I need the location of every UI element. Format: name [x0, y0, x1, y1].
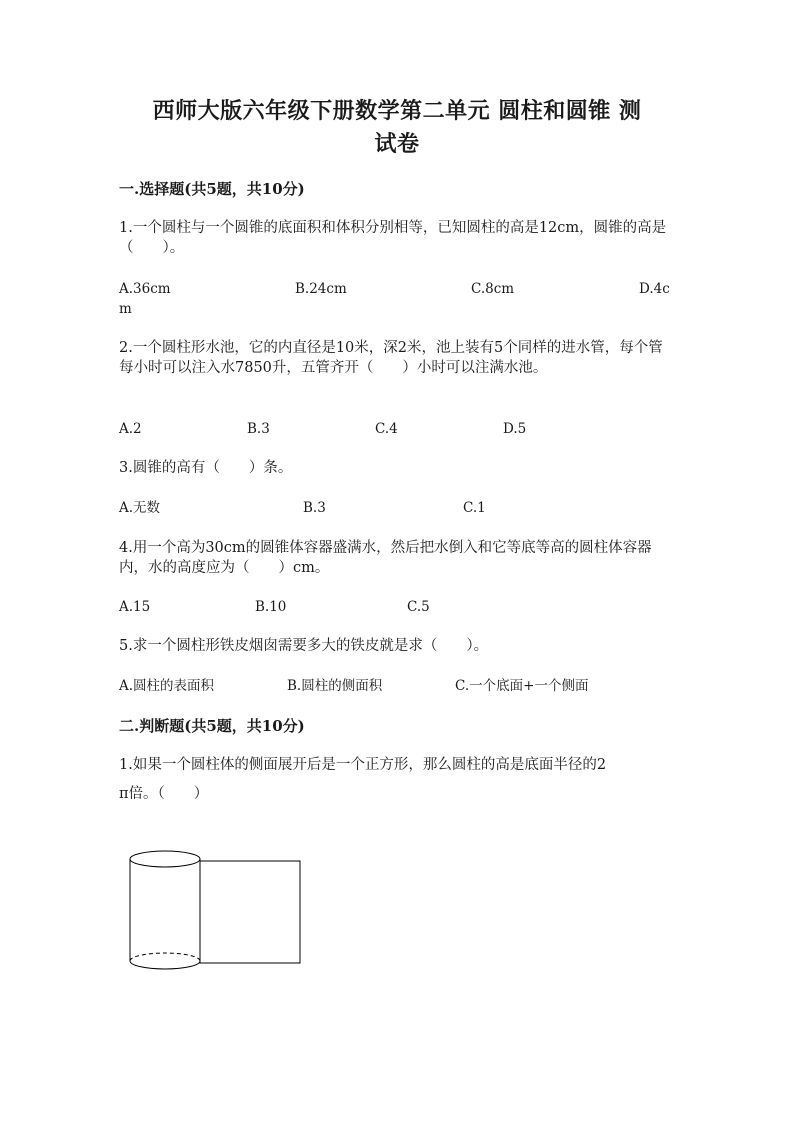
q4-option-b: B.10 [255, 599, 287, 615]
question-1: 1.一个圆柱与一个圆锥的底面积和体积分别相等，已知圆柱的高是12cm，圆锥的高是（ ）。 [119, 220, 667, 256]
cylinder-unrolled-figure [128, 848, 303, 973]
judgement-question-1 [119, 755, 675, 804]
title-line-2: 试卷 [374, 131, 420, 157]
q2-option-b: B.3 [247, 421, 270, 437]
q1-option-a: A.36cm [119, 281, 171, 297]
unrolled-square [200, 861, 300, 963]
cylinder-bottom-front [130, 961, 200, 969]
question-5: 5.求一个圆柱形铁皮烟囱需要多大的铁皮就是求（ ）。 [119, 638, 489, 654]
page-title [110, 95, 684, 161]
q1-option-c: C.8cm [471, 281, 515, 297]
q4-option-c: C.5 [407, 599, 430, 615]
section-heading-choice: 一.选择题(共5题，共10分) [119, 180, 305, 198]
q1-option-d-wrap: m [119, 301, 132, 317]
q2-option-a: A.2 [119, 421, 142, 437]
q3-option-a: A.无数 [119, 500, 161, 516]
section-heading-judgement: 二.判断题(共5题，共10分) [119, 717, 305, 735]
cylinder-bottom-back-dashed [130, 953, 200, 961]
q1-option-b: B.24cm [295, 281, 347, 297]
question-2: 2.一个圆柱形水池，它的内直径是10米，深2米，池上装有5个同样的进水管，每个管每小时可以注入水7850升，五管齐开（ ）小时可以注满水池。 [119, 340, 663, 376]
title-line-1: 西师大版六年级下册数学第二单元 圆柱和圆锥 测 [152, 98, 642, 124]
judgement-question-1-line-1: 1.如果一个圆柱体的侧面展开后是一个正方形，那么圆柱的高是底面半径的2 [119, 757, 607, 773]
q1-option-d: D.4c [639, 281, 670, 297]
q5-option-b: B.圆柱的侧面积 [287, 678, 383, 694]
cylinder-top-ellipse [130, 851, 200, 867]
question-3: 3.圆锥的高有（ ）条。 [119, 460, 293, 476]
q2-option-d: D.5 [503, 421, 527, 437]
q2-option-c: C.4 [375, 421, 398, 437]
judgement-question-1-line-2: π倍。（ ） [119, 786, 209, 802]
q3-option-b: B.3 [303, 500, 326, 516]
q4-option-a: A.15 [119, 599, 151, 615]
q5-option-c: C.一个底面+一个侧面 [455, 678, 589, 694]
question-4: 4.用一个高为30cm的圆锥体容器盛满水，然后把水倒入和它等底等高的圆柱体容器内，水的高度应为（ ）cm。 [119, 540, 652, 576]
q3-option-c: C.1 [463, 500, 486, 516]
q5-option-a: A.圆柱的表面积 [119, 678, 215, 694]
